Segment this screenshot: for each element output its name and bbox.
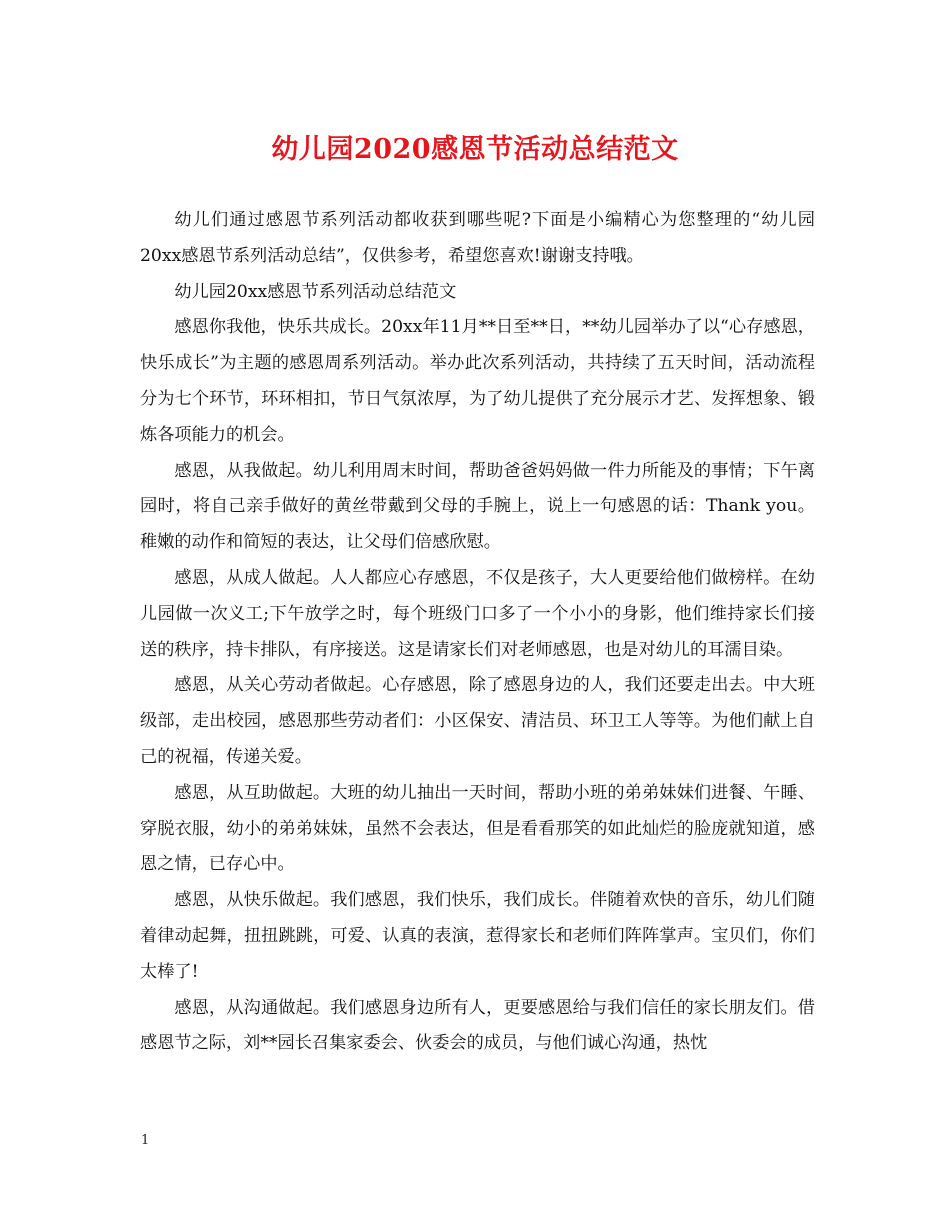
paragraph-intro: 幼儿们通过感恩节系列活动都收获到哪些呢?下面是小编精心为您整理的“幼儿园20xx感恩节系列活动总结”，仅供参考，希望您喜欢!谢谢支持哦。	[140, 210, 815, 266]
paragraph-communication: 感恩，从沟通做起。我们感恩身边所有人，更要感恩给与我们信任的家长朋友们。借感恩节之际，刘**园长召集家委会、伙委会的成员，与他们诚心沟通，热忱	[140, 997, 815, 1054]
paragraph-subtitle: 幼儿园20xx感恩节系列活动总结范文	[174, 281, 457, 302]
paragraph-overview: 感恩你我他，快乐共成长。20xx年11月**日至**日，**幼儿园举办了以“心存感恩，快乐成长”为主题的感恩周系列活动。举办此次系列活动，共持续了五天时间，活动流程分为七个环节，环环相扣，节日气氛浓厚，为了幼儿提供了充分展示才艺、发挥想象、锻炼各项能力的机会。	[140, 317, 815, 445]
paragraph-start-with-adults: 感恩，从成人做起。人人都应心存感恩，不仅是孩子，大人更要给他们做榜样。在幼儿园做一次义工;下午放学之时，每个班级门口多了一个小小的身影，他们维持家长们接送的秩序，持卡排队，有序接送。这是请家长们对老师感恩，也是对幼儿的耳濡目染。	[140, 567, 815, 660]
page-number: 1	[141, 1133, 150, 1148]
paragraph-happiness: 感恩，从快乐做起。我们感恩，我们快乐，我们成长。伴随着欢快的音乐，幼儿们随着律动起舞，扭扭跳跳，可爱、认真的表演，惹得家长和老师们阵阵掌声。宝贝们，你们太棒了!	[140, 890, 815, 982]
document-title: 幼儿园2020感恩节活动总结范文	[271, 134, 679, 165]
paragraph-start-with-me: 感恩，从我做起。幼儿利用周末时间，帮助爸爸妈妈做一件力所能及的事情；下午离园时，将自己亲手做好的黄丝带戴到父母的手腕上，说上一句感恩的话：Thank you。稚嫩的动作和简短的表达，让父母们倍感欣慰。	[140, 460, 815, 553]
document-body	[140, 203, 815, 1062]
paragraph-care-for-workers: 感恩，从关心劳动者做起。心存感恩，除了感恩身边的人，我们还要走出去。中大班级部，走出校园，感恩那些劳动者们：小区保安、清洁员、环卫工人等等。为他们献上自己的祝福，传递关爱。	[140, 675, 815, 767]
paragraph-mutual-help: 感恩，从互助做起。大班的幼儿抽出一天时间，帮助小班的弟弟妹妹们进餐、午睡、穿脱衣服，幼小的弟弟妹妹，虽然不会表达，但是看看那笑的如此灿烂的脸庞就知道，感恩之情，已存心中。	[140, 782, 815, 875]
